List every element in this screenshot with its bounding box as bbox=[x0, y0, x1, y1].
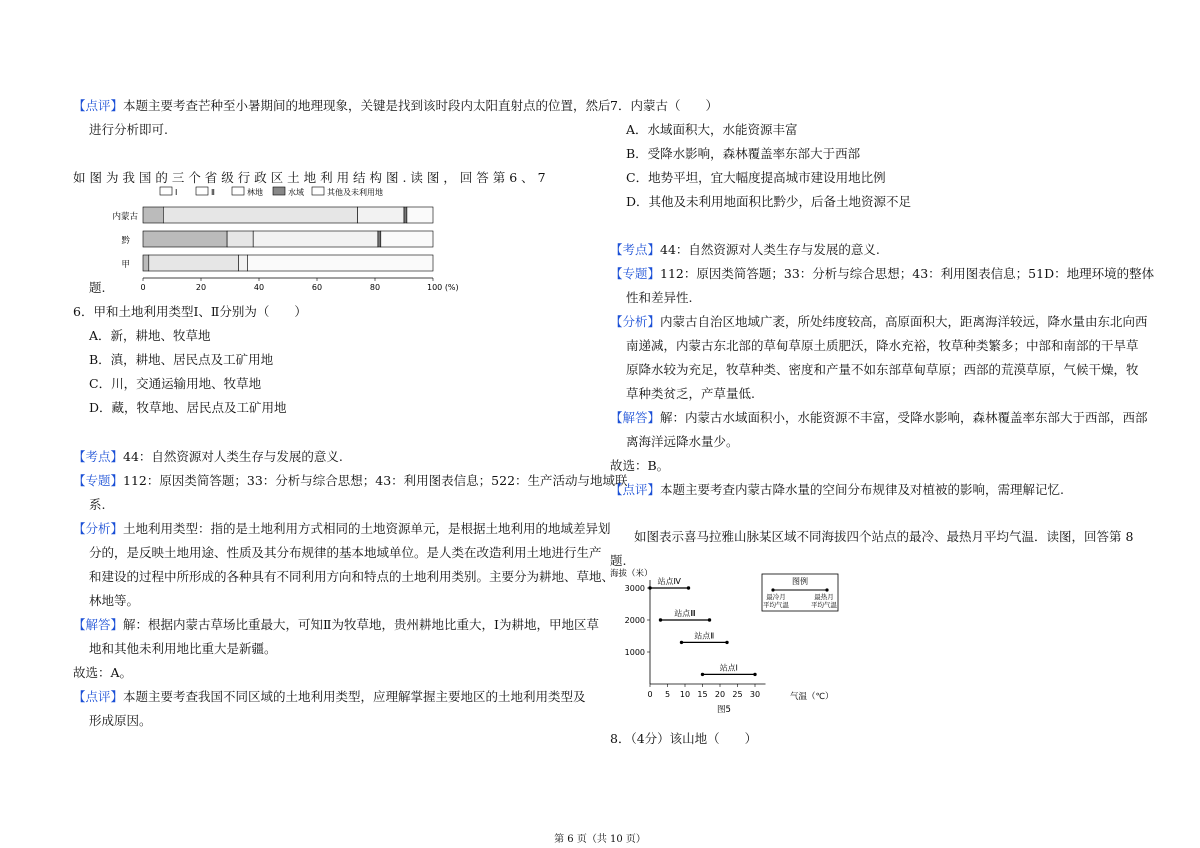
review-line-2: 形成原因。 bbox=[89, 713, 152, 728]
station-hottest-point bbox=[725, 641, 728, 644]
land-use-chart bbox=[110, 184, 460, 292]
legend-title: 图例 bbox=[792, 577, 808, 586]
legend-label-other: 其他及未利用地 bbox=[327, 188, 383, 197]
q6-option-d: D．藏，牧草地、居民点及工矿用地 bbox=[89, 400, 287, 415]
topic-text: 112：原因类简答题；33：分析与综合思想；43：利用图表信息；522：生产活动与地域联 bbox=[123, 473, 628, 488]
land-x-tick-label: 60 bbox=[311, 283, 323, 292]
q7-analysis-line-4: 草种类贫乏，产草量低. bbox=[626, 386, 755, 401]
land-x-tick-label: 100 (%) bbox=[427, 283, 459, 292]
station-x-tick-label: 25 bbox=[732, 690, 743, 699]
analysis-line-2: 分的，是反映土地用途、性质及其分布规律的基本地域单位。是人类在改造利用土地进行生产 bbox=[89, 545, 602, 560]
station-coldest-point bbox=[701, 673, 704, 676]
land-bars bbox=[143, 207, 433, 271]
comment-text: 本题主要考查芒种至小暑期间的地理现象，关键是找到该时段内太阳直射点的位置，然后 bbox=[123, 98, 611, 113]
q7-choice-result: 故选：B。 bbox=[610, 458, 670, 473]
station-ylabel: 海拔（米） bbox=[610, 569, 653, 579]
station-bars bbox=[648, 576, 756, 676]
legend-label-water: 水域 bbox=[288, 188, 304, 197]
q7-review-tag: 【点评】 bbox=[610, 482, 661, 497]
station-coldest-point bbox=[648, 586, 651, 589]
station-hottest-point bbox=[687, 586, 690, 589]
analysis-line-3: 和建设的过程中所形成的各种具有不同利用方向和特点的土地利用类别。主要分为耕地、草地、 bbox=[89, 569, 615, 584]
q6-option-c: C．川，交通运输用地、牧草地 bbox=[89, 376, 262, 391]
station-xlabel: 气温（℃） bbox=[790, 692, 834, 702]
station-label: 站点Ⅰ bbox=[719, 663, 738, 673]
legend-hottest: 最热月平均气温 bbox=[811, 593, 837, 609]
topic-text-cont: 系. bbox=[89, 497, 106, 512]
station-legend bbox=[762, 574, 838, 611]
station-label: 站点Ⅲ bbox=[674, 609, 696, 618]
q7-analysis bbox=[610, 312, 1148, 330]
station-x-tick-label: 0 bbox=[647, 690, 653, 699]
land-x-tick-label: 0 bbox=[140, 283, 146, 292]
review bbox=[73, 687, 586, 705]
analysis-tag: 【分析】 bbox=[73, 521, 124, 536]
station-chart bbox=[605, 566, 865, 716]
knowledge-tag: 【考点】 bbox=[73, 449, 124, 464]
q7-analysis-tag: 【分析】 bbox=[610, 314, 661, 329]
station-hottest-point bbox=[708, 618, 711, 621]
land-x-tick-label: 80 bbox=[369, 283, 381, 292]
question-8-intro-end: 题. bbox=[610, 553, 627, 568]
comment-paragraph bbox=[73, 96, 611, 114]
station-x-tick-label: 30 bbox=[749, 690, 761, 699]
legend-label-2: Ⅱ bbox=[211, 188, 215, 197]
station-y-tick-label: 2000 bbox=[624, 616, 645, 625]
legend-label-1: Ⅰ bbox=[175, 188, 178, 197]
land-bar-segment bbox=[143, 207, 163, 223]
land-category-0: 内蒙古 bbox=[112, 212, 138, 222]
q7-answer bbox=[610, 408, 1148, 426]
q7-answer-line-2: 离海洋远降水量少。 bbox=[626, 434, 739, 449]
land-bar-segment bbox=[247, 255, 433, 271]
land-bar-segment bbox=[239, 255, 248, 271]
land-legend bbox=[160, 187, 383, 197]
topic bbox=[73, 471, 628, 489]
station-x-tick-label: 20 bbox=[714, 690, 726, 699]
q7-topic-tag: 【专题】 bbox=[610, 266, 661, 281]
land-bar-segment bbox=[404, 207, 407, 223]
station-y-tick-label: 3000 bbox=[624, 584, 645, 593]
answer-tag: 【解答】 bbox=[73, 617, 124, 632]
analysis-text: 土地利用类型：指的是土地利用方式相同的土地资源单元，是根据土地利用的地域差异划 bbox=[123, 521, 611, 536]
legend-label-forest: 林地 bbox=[247, 188, 263, 197]
q7-knowledge-tag: 【考点】 bbox=[610, 242, 661, 257]
review-tag: 【点评】 bbox=[73, 689, 124, 704]
comment-tag: 【点评】 bbox=[73, 98, 124, 113]
land-x-tick-label: 20 bbox=[195, 283, 207, 292]
land-category-1: 黔 bbox=[121, 236, 130, 246]
right-column bbox=[600, 0, 1200, 848]
land-bar-segment bbox=[227, 231, 253, 247]
q7-analysis-text: 内蒙古自治区地域广袤，所处纬度较高，高原面积大，距离海洋较远，降水量由东北向西 bbox=[660, 314, 1148, 329]
q6-option-a: A．新，耕地、牧草地 bbox=[89, 328, 211, 343]
review-text: 本题主要考查我国不同区域的土地利用类型，应理解掌握主要地区的土地利用类型及 bbox=[123, 689, 586, 704]
q7-topic-text: 112：原因类简答题；33：分析与综合思想；43：利用图表信息；51D：地理环境的整体 bbox=[660, 266, 1155, 281]
land-bar-segment bbox=[163, 207, 357, 223]
land-bar-segment bbox=[253, 231, 378, 247]
q7-review-text: 本题主要考查内蒙古降水量的空间分布规律及对植被的影响，需理解记忆. bbox=[660, 482, 1064, 497]
station-y-tick-label: 1000 bbox=[624, 648, 645, 657]
knowledge-point bbox=[73, 447, 343, 465]
land-x-tick-label: 40 bbox=[253, 283, 265, 292]
q7-answer-text: 解：内蒙古水域面积小，水能资源不丰富，受降水影响，森林覆盖率东部大于西部，西部 bbox=[660, 410, 1148, 425]
q7-option-a: A．水域面积大，水能资源丰富 bbox=[626, 122, 798, 137]
station-hottest-point bbox=[753, 673, 756, 676]
analysis-line-4: 林地等。 bbox=[89, 593, 140, 608]
land-bar-segment bbox=[407, 207, 433, 223]
land-bar-segment bbox=[143, 231, 227, 247]
land-bar-segment bbox=[381, 231, 433, 247]
q7-topic-cont: 性和差异性. bbox=[626, 290, 693, 305]
question-intro: 如 图 为 我 国 的 三 个 省 级 行 政 区 土 地 利 用 结 构 图 . 读 图 ， 回 答 第 6 、 7 bbox=[73, 170, 546, 185]
q6-option-b: B．滇，耕地、居民点及工矿用地 bbox=[89, 352, 274, 367]
land-category-2: 甲 bbox=[121, 260, 130, 270]
q7-analysis-line-3: 原降水较为充足，牧草种类、密度和产量不如东部草甸草原；西部的荒漠草原，气候干燥，牧 bbox=[626, 362, 1139, 377]
land-bar-segment bbox=[143, 255, 149, 271]
q7-analysis-line-2: 南递减，内蒙古东北部的草甸草原土质肥沃，降水充裕，牧草种类繁多；中部和南部的干旱草 bbox=[626, 338, 1139, 353]
land-bar-segment bbox=[378, 231, 381, 247]
question-6: 6．甲和土地利用类型Ⅰ、Ⅱ分别为（ ） bbox=[73, 304, 307, 319]
q7-topic bbox=[610, 264, 1154, 282]
knowledge-text: 44：自然资源对人类生存与发展的意义. bbox=[123, 449, 343, 464]
choice-result: 故选：A。 bbox=[73, 665, 133, 680]
station-coldest-point bbox=[659, 618, 662, 621]
q7-review bbox=[610, 480, 1064, 498]
answer-text: 解：根据内蒙古草场比重最大，可知Ⅱ为牧草地，贵州耕地比重大，Ⅰ为耕地，甲地区草 bbox=[123, 617, 599, 632]
legend-coldest: 最冷月平均气温 bbox=[763, 593, 789, 609]
question-8: 8．（4分）该山地（ ） bbox=[610, 731, 758, 746]
answer-line-2: 地和其他未利用地比重大是新疆。 bbox=[89, 641, 277, 656]
question-8-intro: 如图表示喜马拉雅山脉某区域不同海拔四个站点的最冷、最热月平均气温．读图，回答第 8 bbox=[634, 529, 1134, 544]
answer bbox=[73, 615, 599, 633]
station-caption: 图5 bbox=[717, 705, 731, 715]
q7-knowledge-point bbox=[610, 240, 880, 258]
q7-option-b: B．受降水影响，森林覆盖率东部大于西部 bbox=[626, 146, 861, 161]
q7-answer-tag: 【解答】 bbox=[610, 410, 661, 425]
station-x-tick-label: 15 bbox=[697, 690, 708, 699]
land-bar-segment bbox=[358, 207, 404, 223]
q7-option-d: D．其他及未利用地面积比黔少，后备土地资源不足 bbox=[626, 194, 912, 209]
q7-option-c: C．地势平坦，宜大幅度提高城市建设用地比例 bbox=[626, 170, 886, 185]
station-label: 站点Ⅳ bbox=[657, 577, 681, 586]
q7-knowledge-text: 44：自然资源对人类生存与发展的意义. bbox=[660, 242, 880, 257]
comment-text-cont: 进行分析即可. bbox=[89, 122, 168, 137]
page-footer: 第 6 页（共 10 页） bbox=[554, 834, 646, 845]
station-label: 站点Ⅱ bbox=[694, 631, 715, 641]
station-x-tick-label: 10 bbox=[679, 690, 691, 699]
question-7: 7．内蒙古（ ） bbox=[610, 98, 718, 113]
question-intro-end: 题. bbox=[89, 280, 106, 295]
station-x-tick-label: 5 bbox=[664, 690, 671, 699]
station-coldest-point bbox=[680, 641, 683, 644]
analysis bbox=[73, 519, 611, 537]
topic-tag: 【专题】 bbox=[73, 473, 124, 488]
land-x-axis bbox=[140, 278, 458, 292]
land-bar-segment bbox=[149, 255, 239, 271]
